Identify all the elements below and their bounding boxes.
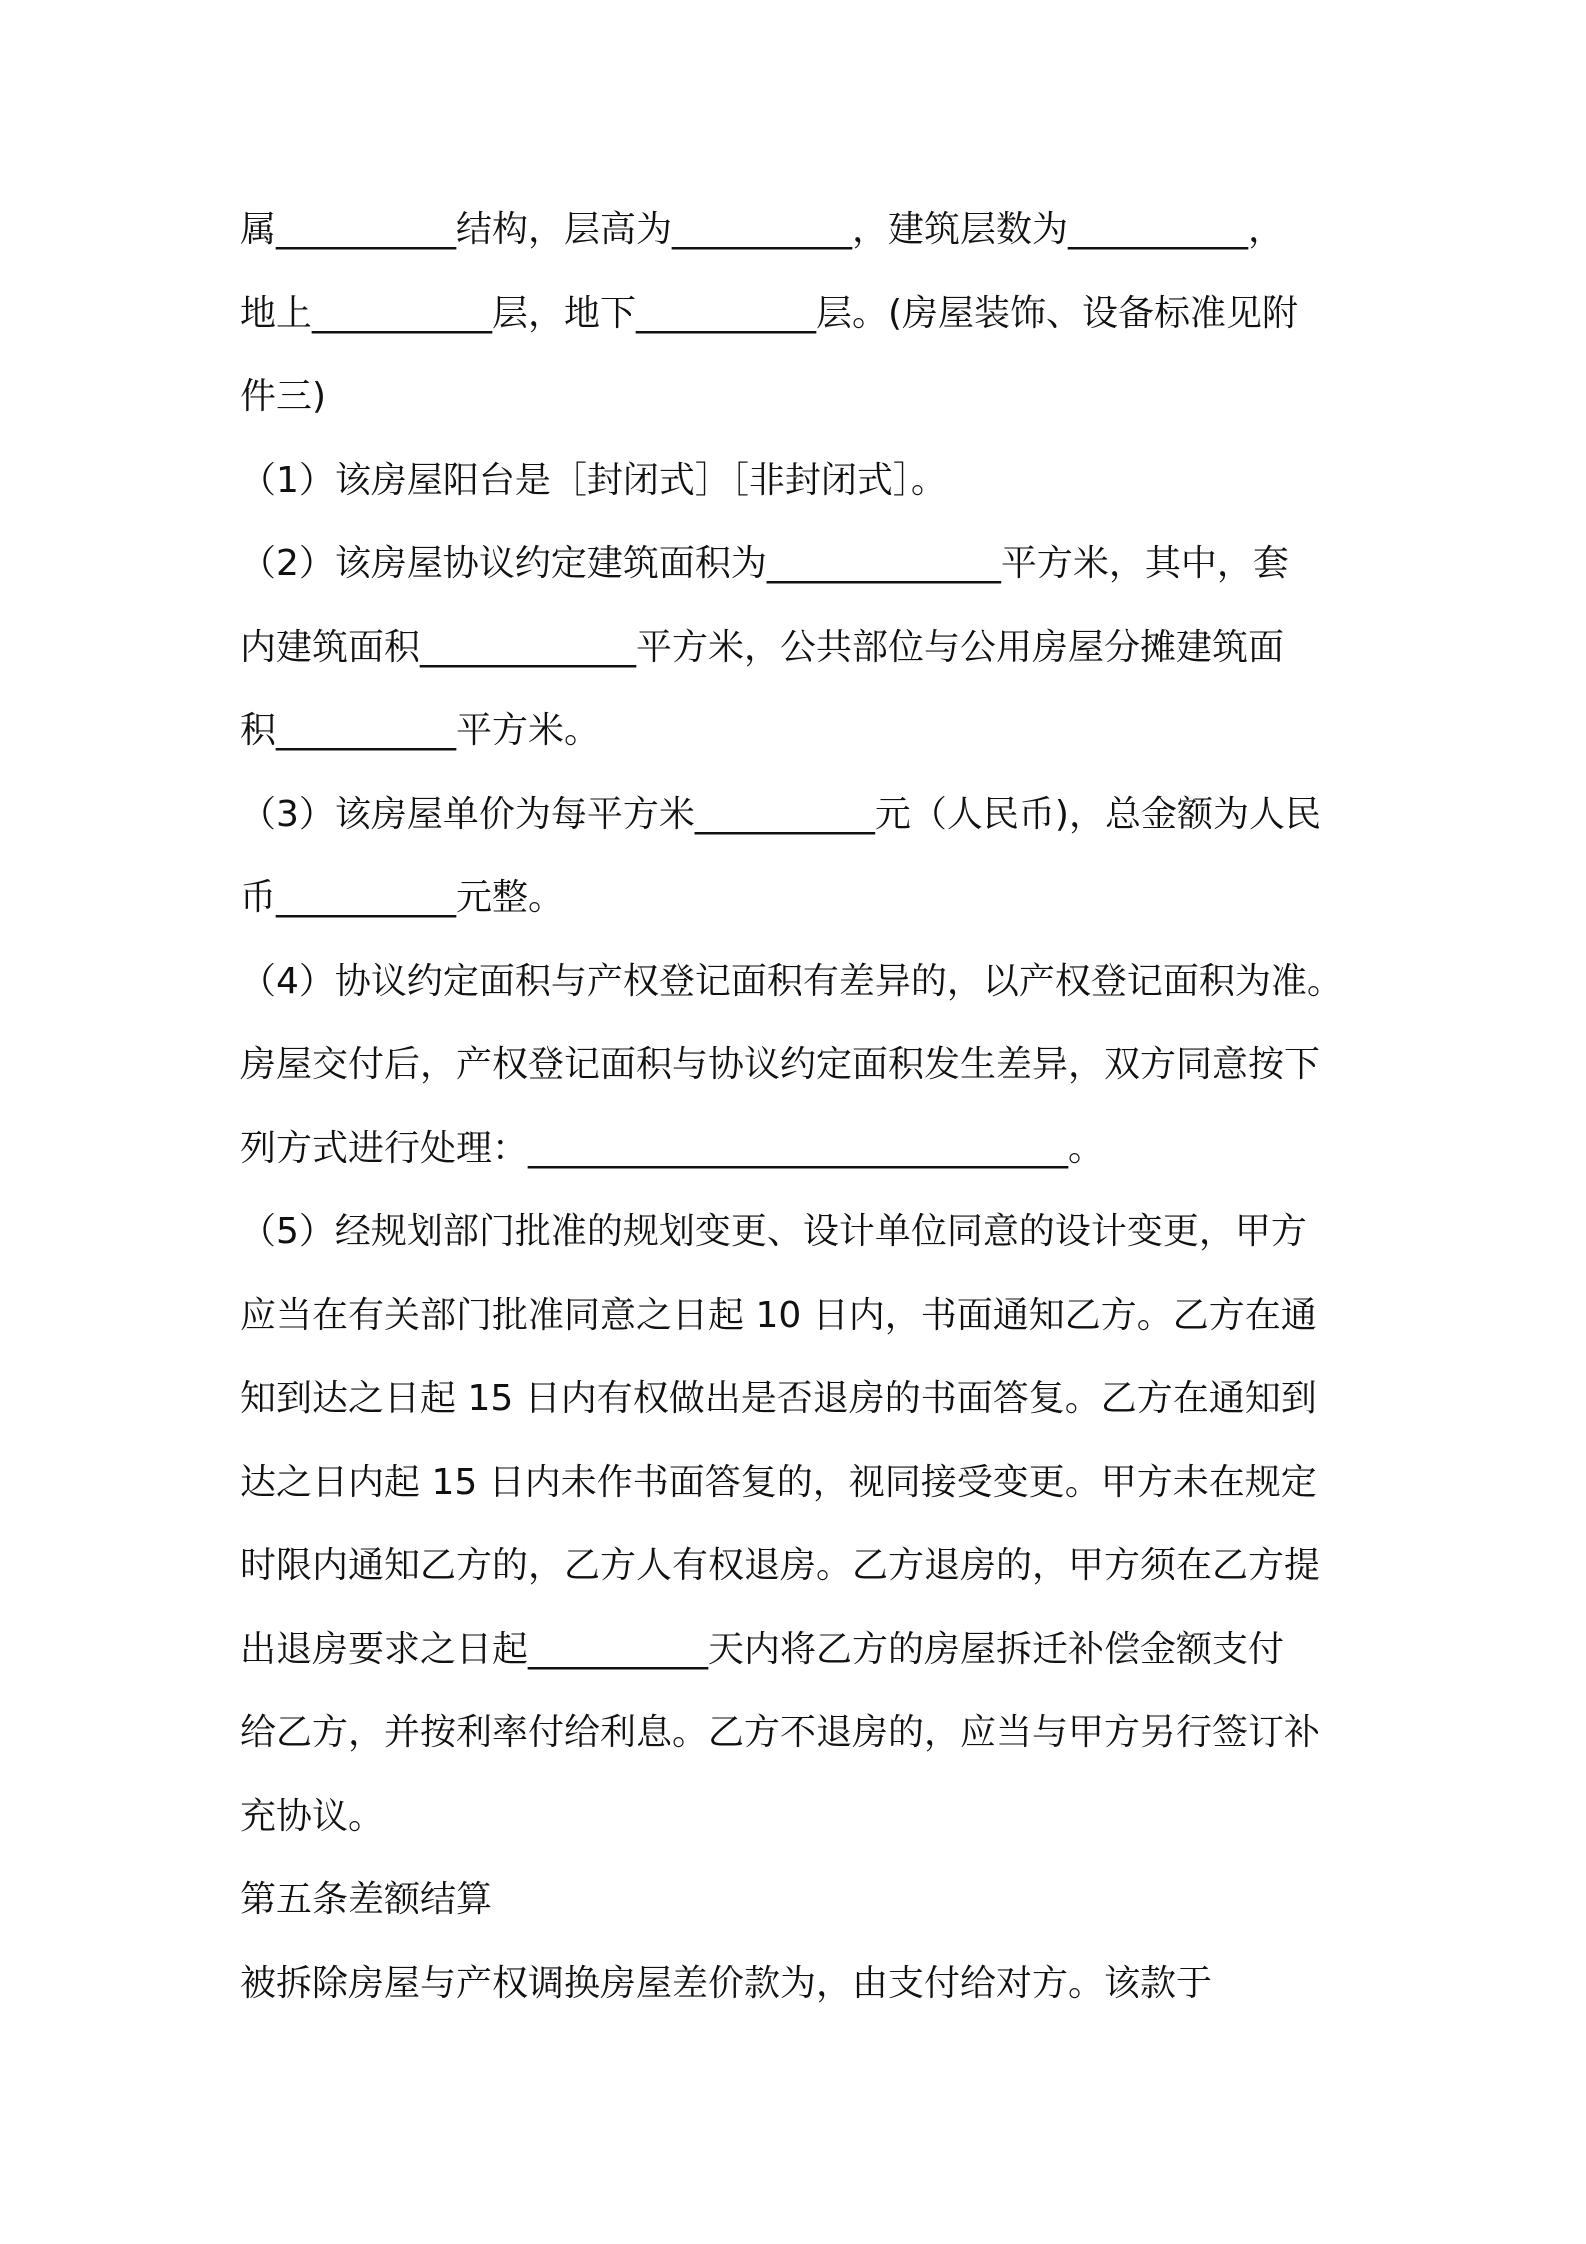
text-line: 列方式进行处理：______________________________。	[240, 1127, 1105, 1169]
text-line: 房屋交付后，产权登记面积与协议约定面积发生差异，双方同意按下	[240, 1044, 1321, 1085]
clause-4-line: （4）协议约定面积与产权登记面积有差异的，以产权登记面积为准。	[240, 960, 1343, 1002]
document-body	[240, 200, 1360, 2037]
text-line: 积__________平方米。	[240, 710, 601, 751]
clause-2-line: （2）该房屋协议约定建筑面积为_____________平方米，其中，套	[240, 543, 1289, 584]
clause-1-line: （1）该房屋阳台是［封闭式］［非封闭式］。	[240, 459, 947, 501]
text-line: 知到达之日起 15 日内有权做出是否退房的书面答复。乙方在通知到	[240, 1378, 1317, 1419]
text-line: 时限内通知乙方的，乙方人有权退房。乙方退房的，甲方须在乙方提	[240, 1545, 1321, 1586]
text-line: 给乙方，并按利率付给利息。乙方不退房的，应当与甲方另行签订补	[240, 1712, 1321, 1753]
text-line: 属__________结构，层高为__________，建筑层数为__________，	[240, 209, 1285, 250]
clause-3-line: （3）该房屋单价为每平方米__________元（人民币)，总金额为人民	[240, 793, 1321, 835]
text-line: 内建筑面积____________平方米，公共部位与公用房屋分摊建筑面	[240, 626, 1285, 668]
text-line: 被拆除房屋与产权调换房屋差价款为，由支付给对方。该款于	[240, 1962, 1213, 2004]
section-heading: 第五条差额结算	[240, 1879, 493, 1920]
text-line: 充协议。	[240, 1795, 385, 1837]
text-line: 应当在有关部门批准同意之日起 10 日内，书面通知乙方。乙方在通	[240, 1294, 1317, 1336]
text-line: 地上__________层，地下__________层。(房屋装饰、设备标准见附	[240, 292, 1299, 334]
text-line: 件三)	[240, 376, 327, 417]
text-line: 币__________元整。	[240, 877, 565, 918]
text-line: 出退房要求之日起__________天内将乙方的房屋拆迁补偿金额支付	[240, 1628, 1285, 1670]
clause-5-line: （5）经规划部门批准的规划变更、设计单位同意的设计变更，甲方	[240, 1211, 1307, 1252]
text-line: 达之日内起 15 日内未作书面答复的，视同接受变更。甲方未在规定	[240, 1461, 1317, 1503]
